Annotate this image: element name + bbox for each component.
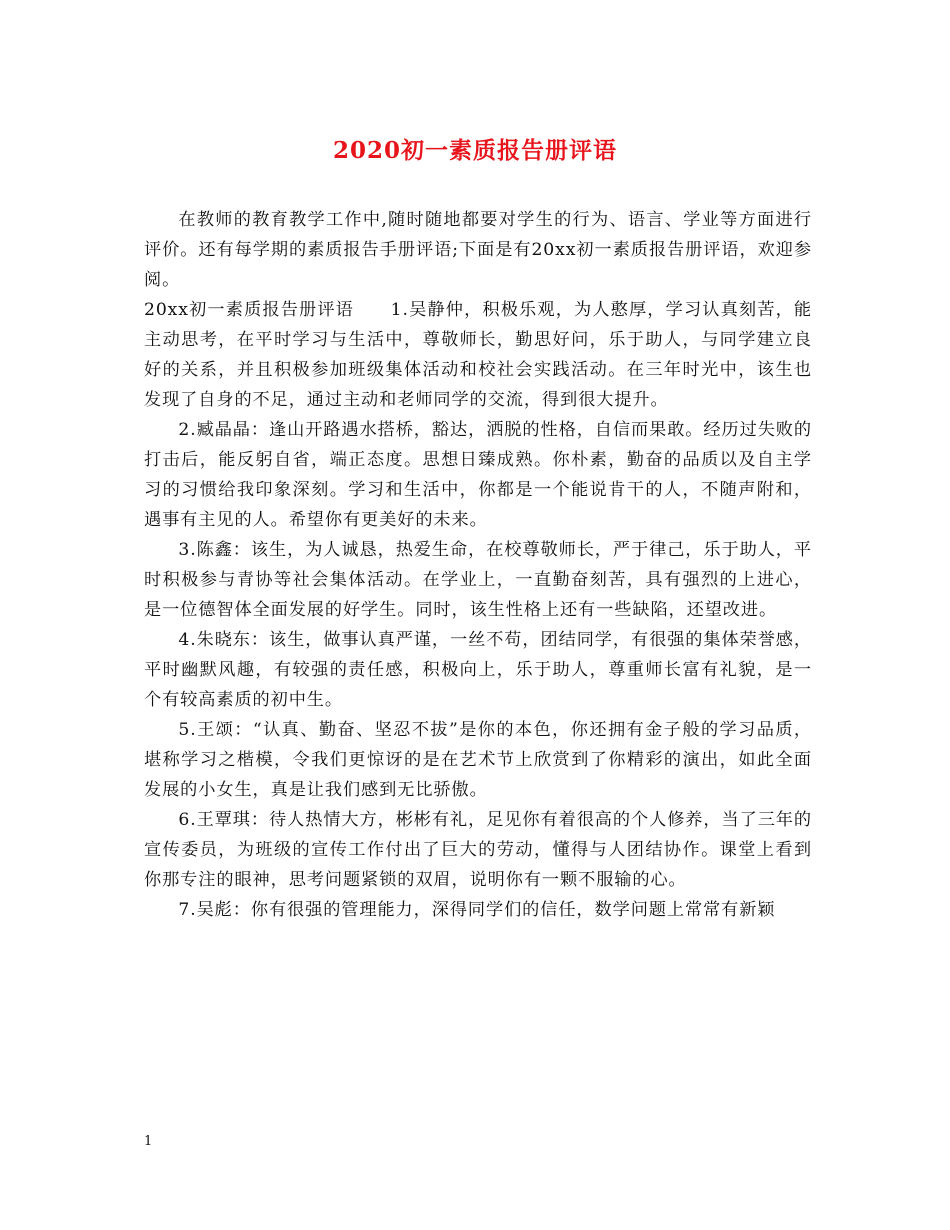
document-body xyxy=(144,205,812,925)
comment-paragraph-2: 2.臧晶晶：逢山开路遇水搭桥，豁达，洒脱的性格，自信而果敢。经历过失败的打击后，能反躬自省，端正态度。思想日臻成熟。你朴素，勤奋的品质以及自主学习的习惯给我印象深刻。学习和生活中，你都是一个能说肯干的人，不随声附和，遇事有主见的人。希望你有更美好的未来。 xyxy=(144,420,812,530)
page-number: 1 xyxy=(144,1134,153,1149)
comment-paragraph-5: 5.王颂：“认真、勤奋、坚忍不拔”是你的本色，你还拥有金子般的学习品质，堪称学习之楷模，令我们更惊讶的是在艺术节上欣赏到了你精彩的演出，如此全面发展的小女生，真是让我们感到无比骄傲。 xyxy=(144,720,812,800)
intro-paragraph: 在教师的教育教学工作中,随时随地都要对学生的行为、语言、学业等方面进行评价。还有每学期的素质报告手册评语;下面是有20xx初一素质报告册评语，欢迎参阅。 xyxy=(144,210,812,290)
comment-paragraph-1: 20xx初一素质报告册评语 1.吴静仲，积极乐观，为人憨厚，学习认真刻苦，能主动思考，在平时学习与生活中，尊敬师长，勤思好问，乐于助人，与同学建立良好的关系，并且积极参加班级集体活动和校社会实践活动。在三年时光中，该生也发现了自身的不足，通过主动和老师同学的交流，得到很大提升。 xyxy=(144,300,812,410)
comment-paragraph-4: 4.朱晓东：该生，做事认真严谨，一丝不苟，团结同学，有很强的集体荣誉感，平时幽默风趣，有较强的责任感，积极向上，乐于助人，尊重师长富有礼貌，是一个有较高素质的初中生。 xyxy=(144,630,812,710)
document-title: 2020初一素质报告册评语 xyxy=(332,137,617,164)
comment-paragraph-7: 7.吴彪：你有很强的管理能力，深得同学们的信任，数学问题上常常有新颖 xyxy=(178,900,776,920)
comment-paragraph-6: 6.王覃琪：待人热情大方，彬彬有礼，足见你有着很高的个人修养，当了三年的宣传委员，为班级的宣传工作付出了巨大的劳动，懂得与人团结协作。课堂上看到你那专注的眼神，思考问题紧锁的双眉，说明你有一颗不服输的心。 xyxy=(144,810,812,890)
comment-paragraph-3: 3.陈鑫：该生，为人诚恳，热爱生命，在校尊敬师长，严于律己，乐于助人，平时积极参与青协等社会集体活动。在学业上，一直勤奋刻苦，具有强烈的上进心，是一位德智体全面发展的好学生。同时，该生性格上还有一些缺陷，还望改进。 xyxy=(144,540,812,620)
